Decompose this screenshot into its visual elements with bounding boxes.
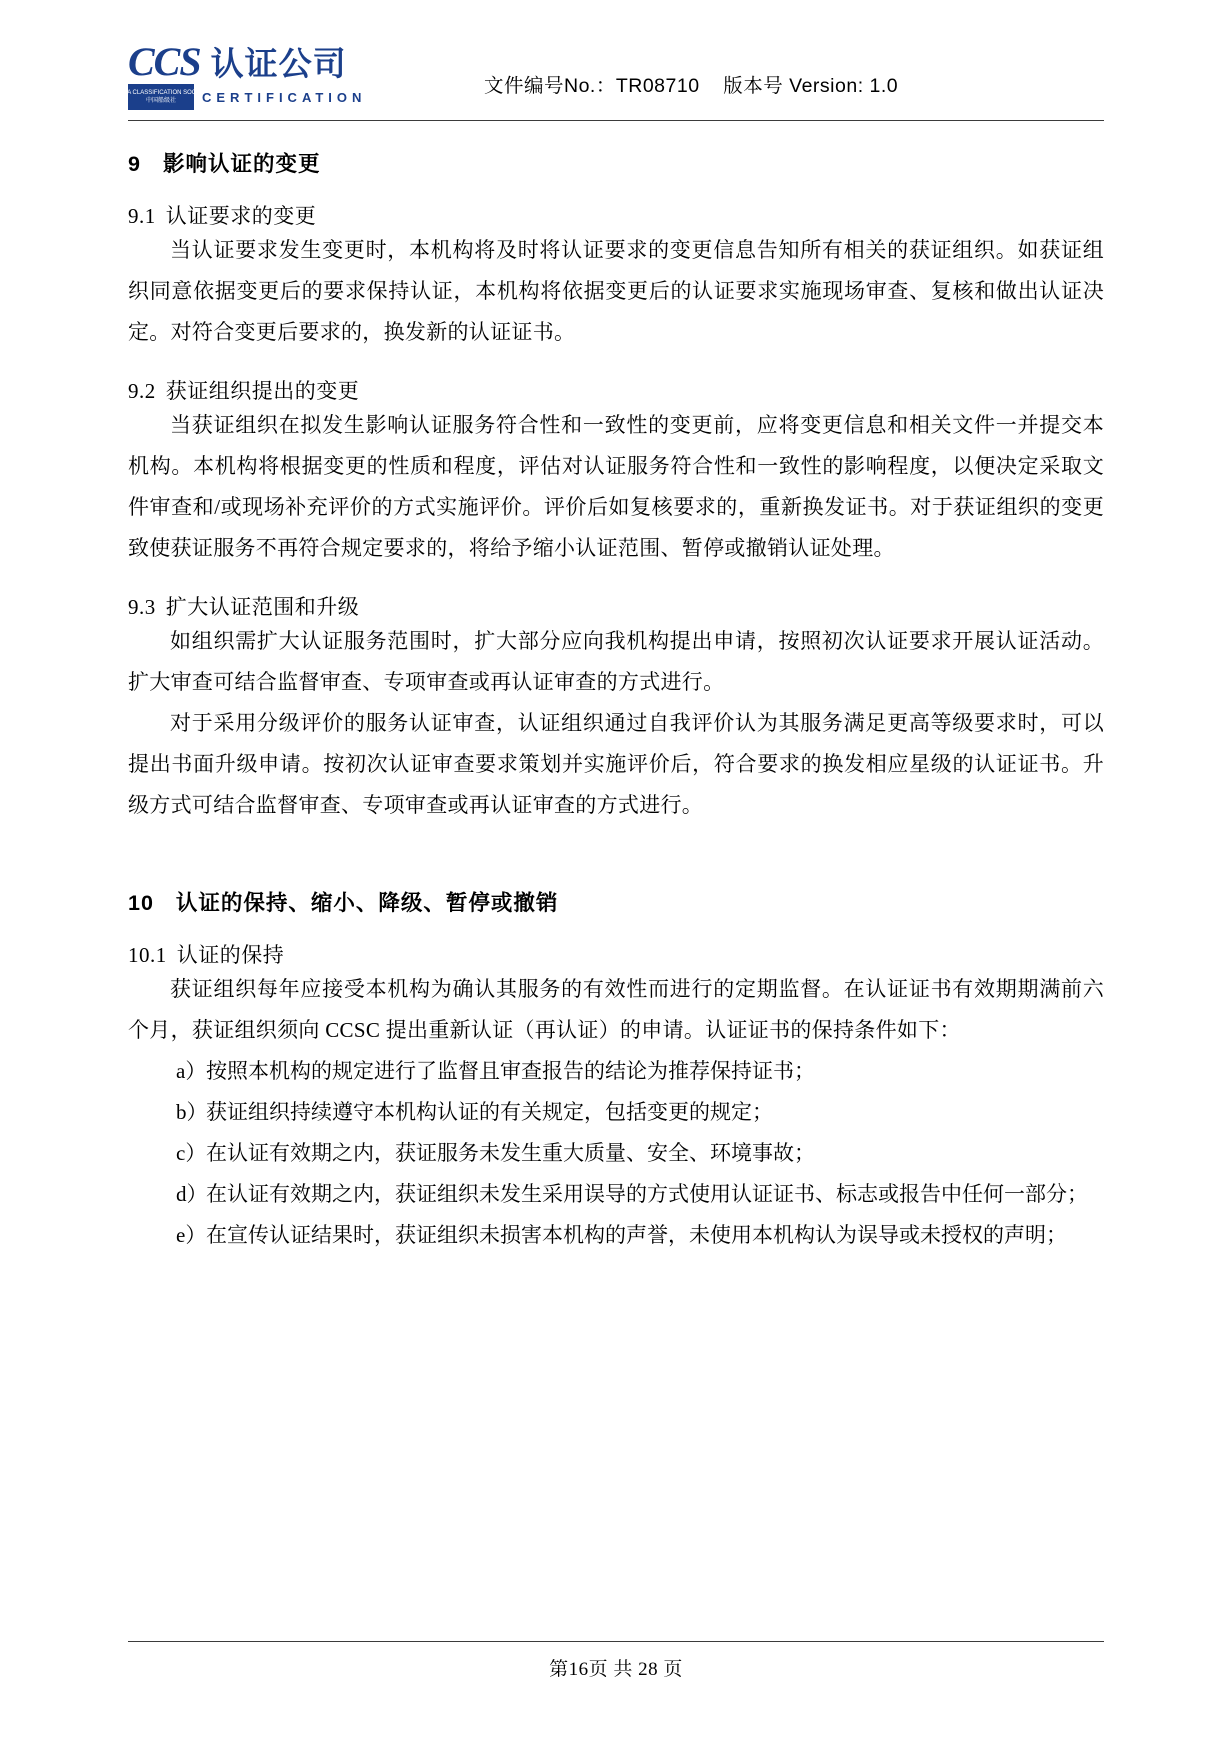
paragraph-9-2-1: 当获证组织在拟发生影响认证服务符合性和一致性的变更前，应将变更信息和相关文件一并提交本机构。本机构将根据变更的性质和程度，评估对认证服务符合性和一致性的影响程度，以便决定采取文件审查和/或现场补充评价的方式实施评价。评价后如复核要求的，重新换发证书。对于获证组织的变更致使获证服务不再符合规定要求的，将给予缩小认证范围、暂停或撤销认证处理。 [128,413,1104,560]
subsection-heading-9-1 [128,200,1104,230]
section-title-9: 影响认证的变更 [162,152,321,176]
subsection-number-9-3: 9.3 [128,595,156,619]
list-item-text: 在认证有效期之内，获证服务未发生重大质量、安全、环境事故； [206,1141,815,1165]
subsection-heading-9-2 [128,375,1104,405]
list-item [128,1092,1104,1133]
list-item-marker: a） [176,1059,207,1083]
document-body [0,147,1232,1256]
logo-company-name: 认证公司 [210,45,347,82]
paragraph-9-1-1: 当认证要求发生变更时，本机构将及时将认证要求的变更信息告知所有相关的获证组织。如获证组织同意依据变更后的要求保持认证，本机构将依据变更后的认证要求实施现场审查、复核和做出认证决定。对符合变更后要求的，换发新的认证证书。 [128,238,1104,344]
section-heading-10 [128,886,1104,917]
logo-badge-line-cn: 中国船级社 [145,98,176,104]
list-item [128,1215,1104,1256]
list-item-text: 在认证有效期之内，获证组织未发生采用误导的方式使用认证证书、标志或报告中任何一部分； [206,1182,1088,1206]
maintenance-conditions-list [128,1051,1104,1256]
list-item-marker: c） [176,1141,207,1165]
logo-top-row [128,39,388,84]
subsection-heading-9-3 [128,591,1104,621]
subsection-number-9-2: 9.2 [128,379,156,403]
list-item-marker: e） [176,1223,207,1247]
page-header [0,0,1232,110]
page-footer [128,1641,1104,1681]
paragraph-9-3-2: 对于采用分级评价的服务认证审查，认证组织通过自我评价认为其服务满足更高等级要求时，可以提出书面升级申请。按初次认证审查要求策划并实施评价后，符合要求的换发相应星级的认证证书。升级方式可结合监督审查、专项审查或再认证审查的方式进行。 [128,711,1104,817]
section-spacer [128,826,1104,860]
list-item [128,1133,1104,1174]
page-number: 第16页 共 28 页 [549,1659,683,1680]
subsection-heading-10-1 [128,939,1104,969]
subsection-title-9-2: 获证组织提出的变更 [165,379,360,403]
list-item [128,1174,1104,1215]
document-meta: 文件编号No.：TR08710 版本号 Version: 1.0 [484,75,899,97]
logo-bottom-row [112,84,388,110]
logo-badge-line-en: CHINA CLASSIFICATION SOCIETY [112,90,210,96]
logo-mark [128,39,347,84]
section-number-9: 9 [128,152,141,176]
subsection-title-9-1: 认证要求的变更 [165,204,317,228]
list-item-text: 在宣传认证结果时，获证组织未损害本机构的声誉，未使用本机构认为误导或未授权的声明； [206,1223,1067,1247]
list-item-marker: d） [176,1182,208,1206]
section-title-10: 认证的保持、缩小、降级、暂停或撤销 [175,891,559,915]
logo-certification-text: CERTIFICATION [202,89,367,105]
ccs-logo [112,39,388,110]
section-number-10: 10 [128,891,154,915]
list-item-text: 按照本机构的规定进行了监督且审查报告的结论为推荐保持证书； [206,1059,815,1083]
logo-ccs-text: CCS [128,39,201,84]
subsection-number-10-1: 10.1 [128,943,167,967]
subsection-number-9-1: 9.1 [128,204,156,228]
logo-badge [112,84,210,110]
subsection-title-10-1: 认证的保持 [176,943,285,967]
subsection-title-9-3: 扩大认证范围和升级 [165,595,360,619]
list-item-text: 获证组织持续遵守本机构认证的有关规定，包括变更的规定； [206,1100,773,1124]
list-item [128,1051,1104,1092]
footer-divider [128,1641,1104,1642]
section-heading-9 [128,147,1104,178]
header-divider [128,120,1104,121]
paragraph-10-1-1: 获证组织每年应接受本机构为确认其服务的有效性而进行的定期监督。在认证证书有效期期满前六个月，获证组织须向 CCSC 提出重新认证（再认证）的申请。认证证书的保持条件如下： [128,977,1104,1042]
paragraph-9-3-1: 如组织需扩大认证服务范围时，扩大部分应向我机构提出申请，按照初次认证要求开展认证活动。扩大审查可结合监督审查、专项审查或再认证审查的方式进行。 [128,629,1104,694]
list-item-marker: b） [176,1100,208,1124]
